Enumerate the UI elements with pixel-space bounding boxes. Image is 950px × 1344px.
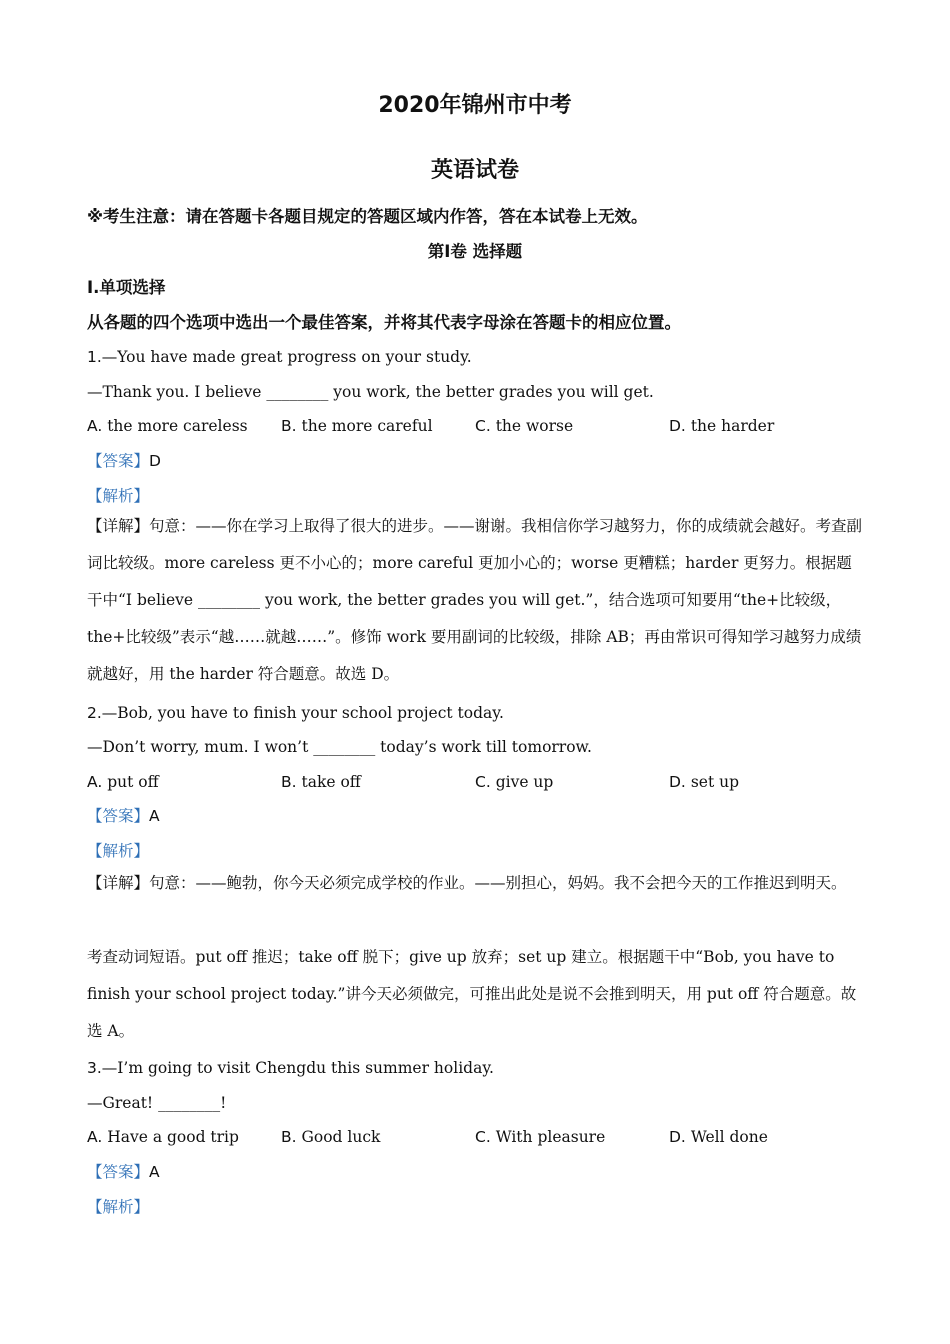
question-line: —Don’t worry, mum. I won’t ________ today’s work till tomorrow. <box>87 738 592 756</box>
option-text: Well done <box>690 1128 768 1146</box>
explanation-text: 句意：——你在学习上取得了很大的进步。——谢谢。我相信你学习越努力，你的成绩就会越好。考查副词比较级。more careless 更不小心的；more careful 更加小心的；worse 更糟糕；harder 更努力。根据题干中“I believe ________ you work, the better grades you will get.”，结合选项可知要用“the+比较级，the+比较级”表示“越……就越……”。修饰 work 要用副词的比较级，排除 AB；再由常识可得知学习越努力成绩就越好，用 the harder 符合题意。故选 D。 <box>87 517 863 683</box>
answer-label: 【答案】 <box>87 807 150 825</box>
answer-label: 【答案】 <box>87 1163 150 1181</box>
question-line: —Bob, you have to finish your school project today. <box>101 704 504 722</box>
option-letter: B. <box>281 773 297 791</box>
option-d <box>669 1126 768 1148</box>
question-line: —Great! ________! <box>87 1094 227 1112</box>
option-letter: D. <box>669 773 686 791</box>
volume-heading: 第Ⅰ卷 选择题 <box>427 242 523 261</box>
option-text: Have a good trip <box>107 1128 239 1146</box>
question-number: 3. <box>87 1059 102 1077</box>
exam-notice: ※考生注意：请在答题卡各题目规定的答题区域内作答，答在本试卷上无效。 <box>87 207 648 226</box>
exam-subtitle: 英语试卷 <box>430 158 519 183</box>
option-letter: A. <box>87 417 103 435</box>
option-letter: D. <box>669 1128 686 1146</box>
option-d <box>669 771 739 793</box>
option-c <box>475 415 573 437</box>
answer-line <box>87 805 867 827</box>
option-text: the more careful <box>301 417 433 435</box>
explanation-text: 考查动词短语。put off 推迟；take off 脱下；give up 放弃；set up 建立。根据题干中“Bob, you have to finish your school project today.”讲今天必须做完，可推出此处是说不会推到明天，用 put off 符合题意。故选 A。 <box>87 948 857 1040</box>
option-text: the worse <box>495 417 574 435</box>
analysis-label: 【解析】 <box>87 842 150 860</box>
answer-label: 【答案】 <box>87 452 150 470</box>
question-number: 2. <box>87 704 102 722</box>
option-d <box>669 415 774 437</box>
explanation <box>87 508 867 693</box>
answer-line <box>87 450 867 472</box>
option-b <box>281 1126 380 1148</box>
option-a <box>87 1126 239 1148</box>
question-1 <box>87 346 867 368</box>
question-2 <box>87 702 867 724</box>
option-b <box>281 771 361 793</box>
answer-value: A <box>149 807 160 825</box>
answer-line <box>87 1161 867 1183</box>
question-3 <box>87 1057 867 1079</box>
option-letter: C. <box>475 417 491 435</box>
section-heading: Ⅰ.单项选择 <box>87 278 166 297</box>
option-a <box>87 415 248 437</box>
option-text: the harder <box>690 417 775 435</box>
option-text: set up <box>690 773 740 791</box>
exam-title: 2020年锦州市中考 <box>378 93 572 118</box>
option-text: With pleasure <box>495 1128 606 1146</box>
option-text: the more careless <box>107 417 248 435</box>
question-line: —Thank you. I believe ________ you work, the better grades you will get. <box>87 383 654 401</box>
option-text: put off <box>107 773 159 791</box>
detail-label: 【详解】 <box>87 874 150 892</box>
option-a <box>87 771 159 793</box>
explanation-text: 句意：——鲍勃，你今天必须完成学校的作业。——别担心，妈妈。我不会把今天的工作推迟到明天。 <box>149 874 847 892</box>
option-text: give up <box>495 773 554 791</box>
analysis-label: 【解析】 <box>87 487 150 505</box>
option-letter: D. <box>669 417 686 435</box>
explanation <box>87 865 867 902</box>
option-letter: A. <box>87 1128 103 1146</box>
option-c <box>475 1126 605 1148</box>
question-line: —I’m going to visit Chengdu this summer holiday. <box>101 1059 494 1077</box>
option-text: take off <box>301 773 361 791</box>
detail-label: 【详解】 <box>87 517 150 535</box>
option-text: Good luck <box>301 1128 381 1146</box>
section-instruction: 从各题的四个选项中选出一个最佳答案，并将其代表字母涂在答题卡的相应位置。 <box>87 313 681 332</box>
option-c <box>475 771 553 793</box>
question-number: 1. <box>87 348 102 366</box>
option-letter: A. <box>87 773 103 791</box>
answer-value: A <box>149 1163 160 1181</box>
option-letter: C. <box>475 1128 491 1146</box>
question-line: —You have made great progress on your study. <box>101 348 472 366</box>
option-letter: B. <box>281 417 297 435</box>
option-b <box>281 415 433 437</box>
answer-value: D <box>149 452 161 470</box>
analysis-label: 【解析】 <box>87 1198 150 1216</box>
option-letter: B. <box>281 1128 297 1146</box>
option-letter: C. <box>475 773 491 791</box>
